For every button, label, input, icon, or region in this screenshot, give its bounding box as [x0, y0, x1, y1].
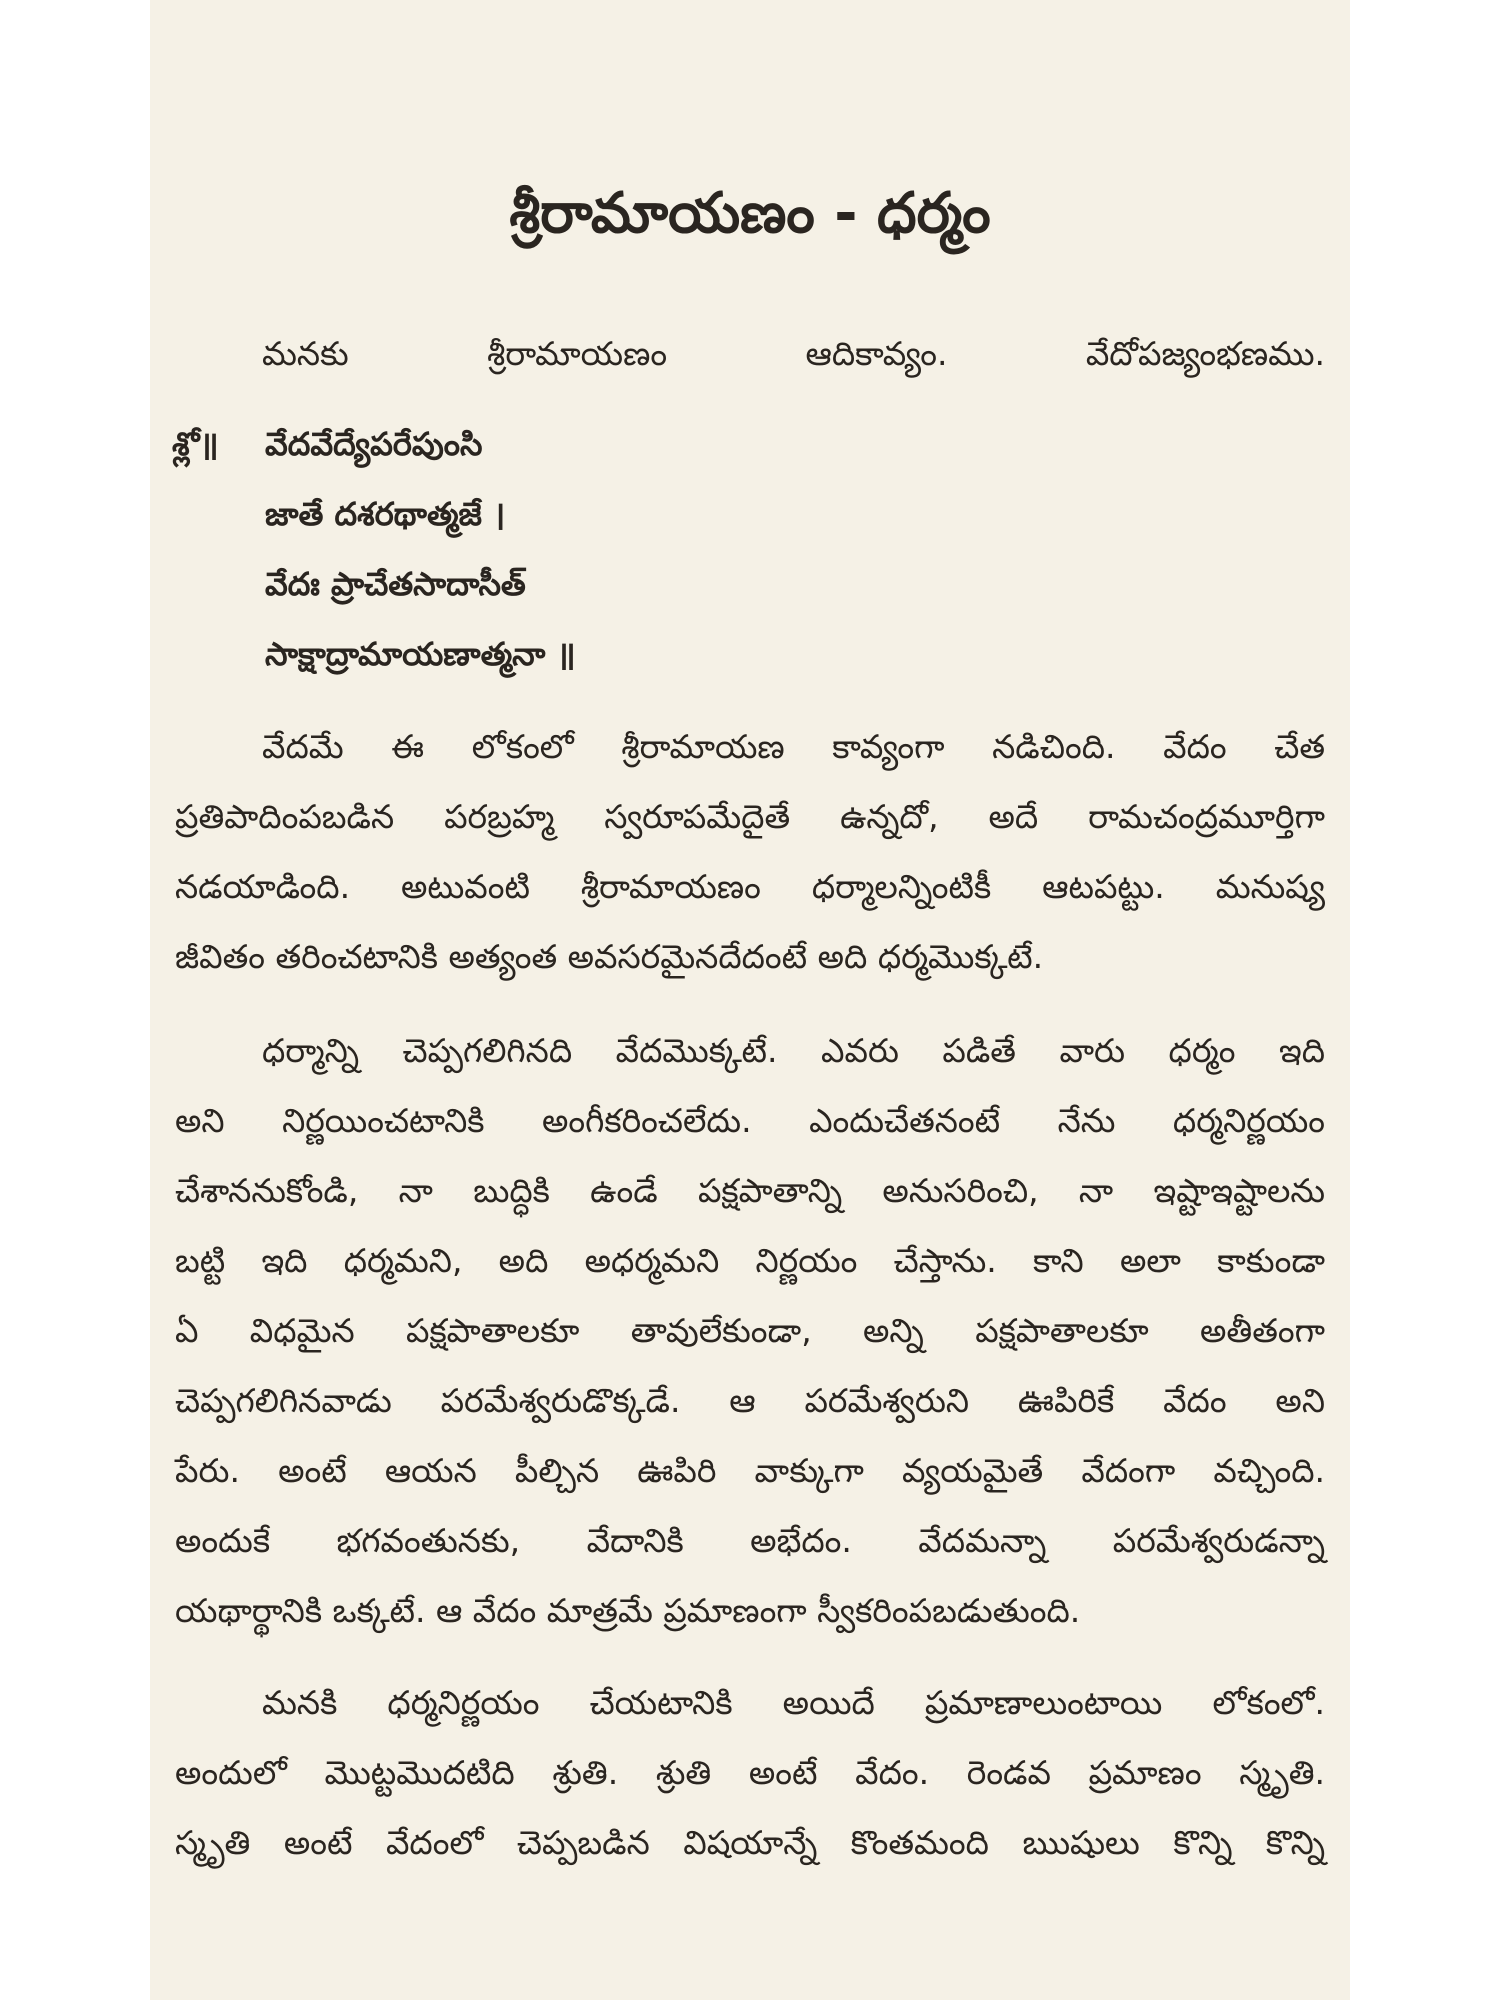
paragraph-line: అందుకే భగవంతునకు, వేదానికి అభేదం. వేదమన్నా పరమేశ్వరుడన్నా — [175, 1521, 1325, 1560]
paragraph-line: అందులో మొట్టమొదటిది శ్రుతి. శ్రుతి అంటే వేదం. రెండవ ప్రమాణం స్మృతి. — [175, 1753, 1325, 1792]
paragraph-line: వేదమే ఈ లోకంలో శ్రీరామాయణ కావ్యంగా నడిచింది. వేదం చేత — [262, 727, 1325, 766]
book-page — [150, 0, 1350, 2000]
sloka-line: వేదవేద్యేపరేపుంసి — [265, 425, 483, 463]
paragraph-line: నడయాడింది. అటువంటి శ్రీరామాయణం ధర్మాలన్నింటికీ ఆటపట్టు. మనుష్య — [175, 867, 1325, 906]
paragraph-line: మనకి ధర్మనిర్ణయం చేయటానికి అయిదే ప్రమాణాలుంటాయి లోకంలో. — [262, 1683, 1325, 1722]
page-title: శ్రీరామాయణం - ధర్మం — [509, 181, 991, 246]
paragraph-line: ప్రతిపాదింపబడిన పరబ్రహ్మ స్వరూపమేదైతే ఉన్నదో, అదే రామచంద్రమూర్తిగా — [175, 797, 1325, 836]
paragraph-line: స్మృతి అంటే వేదంలో చెప్పబడిన విషయాన్నే కొంతమంది ఋషులు కొన్ని కొన్ని — [175, 1823, 1325, 1862]
paragraph-line: పేరు. అంటే ఆయన పీల్చిన ఊపిరి వాక్కుగా వ్యయమైతే వేదంగా వచ్చింది. — [175, 1451, 1325, 1490]
paragraph-line: ఏ విధమైన పక్షపాతాలకూ తావులేకుండా, అన్ని పక్షపాతాలకూ అతీతంగా — [175, 1311, 1325, 1350]
paragraph-line: ధర్మాన్ని చెప్పగలిగినది వేదమొక్కటే. ఎవరు పడితే వారు ధర్మం ఇది — [262, 1031, 1325, 1070]
paragraph-line: యథార్థానికి ఒక్కటే. ఆ వేదం మాత్రమే ప్రమాణంగా స్వీకరింపబడుతుంది. — [175, 1591, 1081, 1630]
sloka-marker: శ్లో॥ — [172, 425, 219, 463]
paragraph-line: చేశాననుకోండి, నా బుద్ధికి ఉండే పక్షపాతాన్ని అనుసరించి, నా ఇష్టాఇష్టాలను — [175, 1171, 1325, 1210]
paragraph-line: జీవితం తరించటానికి అత్యంత అవసరమైనదేదంటే అది ధర్మమొక్కటే. — [175, 937, 1044, 976]
sloka-line: జాతే దశరథాత్మజే । — [265, 495, 506, 533]
intro-line: మనకు శ్రీరామాయణం ఆదికావ్యం. వేదోపజ్యంభణము. — [262, 334, 1325, 373]
paragraph-line: అని నిర్ణయించటానికి అంగీకరించలేదు. ఎందుచేతనంటే నేను ధర్మనిర్ణయం — [175, 1101, 1325, 1140]
sloka-line: వేదః ప్రాచేతసాదాసీత్ — [265, 565, 526, 603]
sloka-line: సాక్షాద్రామాయణాత్మనా ॥ — [265, 635, 576, 673]
paragraph-line: చెప్పగలిగినవాడు పరమేశ్వరుడొక్కడే. ఆ పరమేశ్వరుని ఊపిరికే వేదం అని — [175, 1381, 1325, 1420]
paragraph-line: బట్టి ఇది ధర్మమని, అది అధర్మమని నిర్ణయం చేస్తాను. కాని అలా కాకుండా — [175, 1241, 1325, 1280]
